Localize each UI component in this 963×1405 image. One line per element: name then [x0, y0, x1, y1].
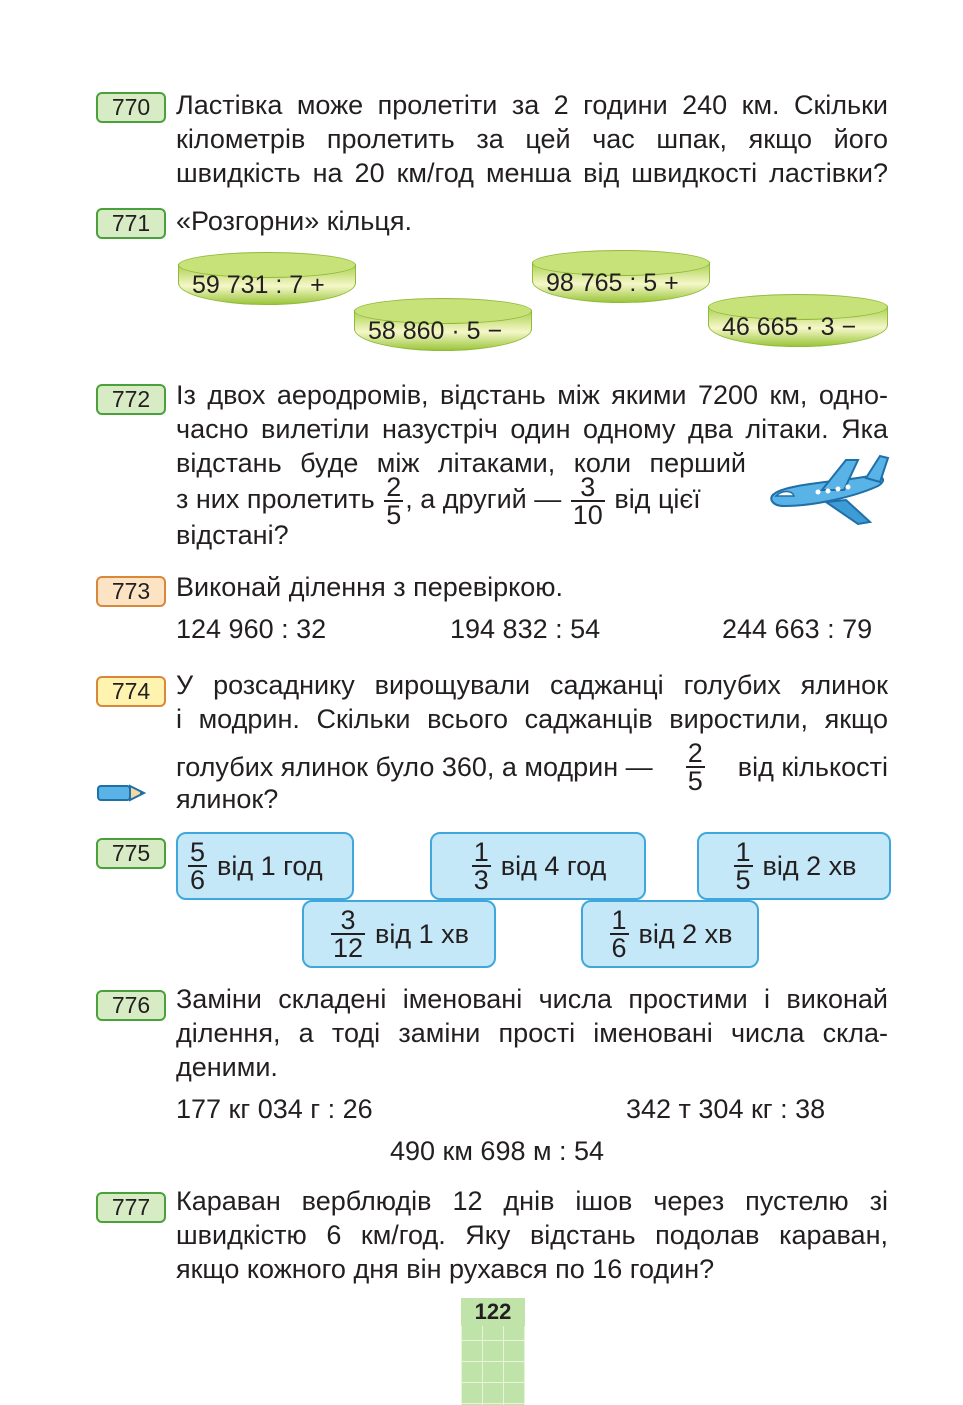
- ring-2-label: 58 860 · 5 −: [368, 317, 503, 345]
- task-776-expr-2: 342 т 304 кг : 38: [626, 1094, 826, 1124]
- task-770-line-2: кілометрів пролетить за цей час шпак, якщо його: [176, 124, 888, 154]
- fraction-2-5-b: $\frac{2}{5}$: [687, 738, 703, 796]
- unit-box-1: $\frac{5}{6}$ від 1 год: [176, 832, 354, 900]
- task-774-line-4: ялинок?: [176, 784, 279, 814]
- task-777-line-1: Караван верблюдів 12 днів ішов через пустелю зі: [176, 1186, 888, 1216]
- unit-box-3: $\frac{1}{5}$ від 2 хв: [697, 832, 891, 900]
- task-772-line-1: Із двох аеродромів, відстань між якими 7200 км, одно-: [176, 380, 888, 410]
- page-number-box: [461, 1298, 525, 1405]
- task-773-expr-1: 124 960 : 32: [176, 614, 327, 644]
- page-number: 122: [461, 1298, 525, 1326]
- task-770-line-1: Ластівка може пролетіти за 2 години 240 км. Скільки: [176, 90, 888, 120]
- task-773-expr-2: 194 832 : 54: [450, 614, 601, 644]
- task-774-text: [176, 668, 888, 736]
- ring-2: [354, 298, 532, 350]
- task-770-text: [176, 88, 888, 190]
- task-776-line-1: Заміни складені іменовані числа простими і виконай: [176, 984, 888, 1014]
- ring-3-label: 98 765 : 5 +: [546, 269, 679, 297]
- ring-1: [178, 252, 356, 304]
- task-772-line-3: відстань буде між літаками, коли перший: [176, 448, 746, 478]
- fraction: $\frac{1}{3}$: [473, 837, 489, 895]
- fraction-3-10: $\frac{3}{10}$: [572, 472, 603, 530]
- task-772-line-4: з них пролетить $\frac{2}{5}$ , а другий — $\frac{3}{10}$ від цієї: [176, 472, 701, 530]
- task-776-expr-1: 177 кг 034 г : 26: [176, 1094, 373, 1124]
- task-number-772: 772: [96, 384, 166, 415]
- task-777-line-3: якщо кожного дня він рухався по 16 годин?: [176, 1254, 715, 1284]
- task-number-777: 777: [96, 1192, 166, 1223]
- task-776-line-2: ділення, а тоді заміни прості іменовані числа скла-: [176, 1018, 888, 1048]
- task-number-770: 770: [96, 92, 166, 123]
- task-771-text: «Розгорни» кільця.: [176, 206, 412, 236]
- ring-4: [708, 294, 888, 346]
- task-number-771: 771: [96, 208, 166, 239]
- task-774-line-1: У розсаднику вирощували саджанці голубих ялинок: [176, 670, 888, 700]
- task-776-text: [176, 982, 888, 1084]
- task-772-line-5: відстані?: [176, 520, 289, 550]
- task-776-line-3: деними.: [176, 1052, 278, 1082]
- unit-box-4: $\frac{3}{12}$ від 1 хв: [302, 900, 496, 968]
- fraction: $\frac{1}{5}$: [735, 837, 751, 895]
- task-number-774: 774: [96, 676, 166, 707]
- task-number-773: 773: [96, 576, 166, 607]
- task-776-expr-3: 490 км 698 м : 54: [390, 1136, 605, 1166]
- task-774-line-3: голубих ялинок було 360, а модрин — $\frac{2}{5}$ від кількості: [176, 738, 888, 796]
- task-number-776: 776: [96, 990, 166, 1021]
- unit-box-5: $\frac{1}{6}$ від 2 хв: [581, 900, 759, 968]
- task-773-text: Виконай ділення з перевіркою.: [176, 572, 563, 602]
- ring-3: [532, 250, 710, 302]
- task-773-expr-3: 244 663 : 79: [722, 614, 873, 644]
- unit-box-2: $\frac{1}{3}$ від 4 год: [430, 832, 646, 900]
- fraction: $\frac{1}{6}$: [611, 905, 627, 963]
- ring-1-label: 59 731 : 7 +: [192, 271, 325, 299]
- fraction: $\frac{3}{12}$: [332, 905, 364, 963]
- fraction-2-5: $\frac{2}{5}$: [386, 472, 402, 530]
- pencil-icon: [96, 782, 146, 804]
- task-number-775: 775: [96, 838, 166, 869]
- fraction: $\frac{5}{6}$: [190, 837, 206, 895]
- task-777-line-2: швидкістю 6 км/год. Яку відстань подолав караван,: [176, 1220, 888, 1250]
- task-770-line-3: швидкість на 20 км/год менша від швидкості ластівки?: [176, 158, 888, 188]
- ring-4-label: 46 665 · 3 −: [722, 313, 857, 341]
- task-774-line-2: і модрин. Скільки всього саджанців виростили, якщо: [176, 704, 888, 734]
- task-777-text: [176, 1184, 888, 1286]
- task-772-line-2: часно вилетіли назустріч один одному два літаки. Яка: [176, 414, 888, 444]
- airplane-icon: [766, 452, 890, 532]
